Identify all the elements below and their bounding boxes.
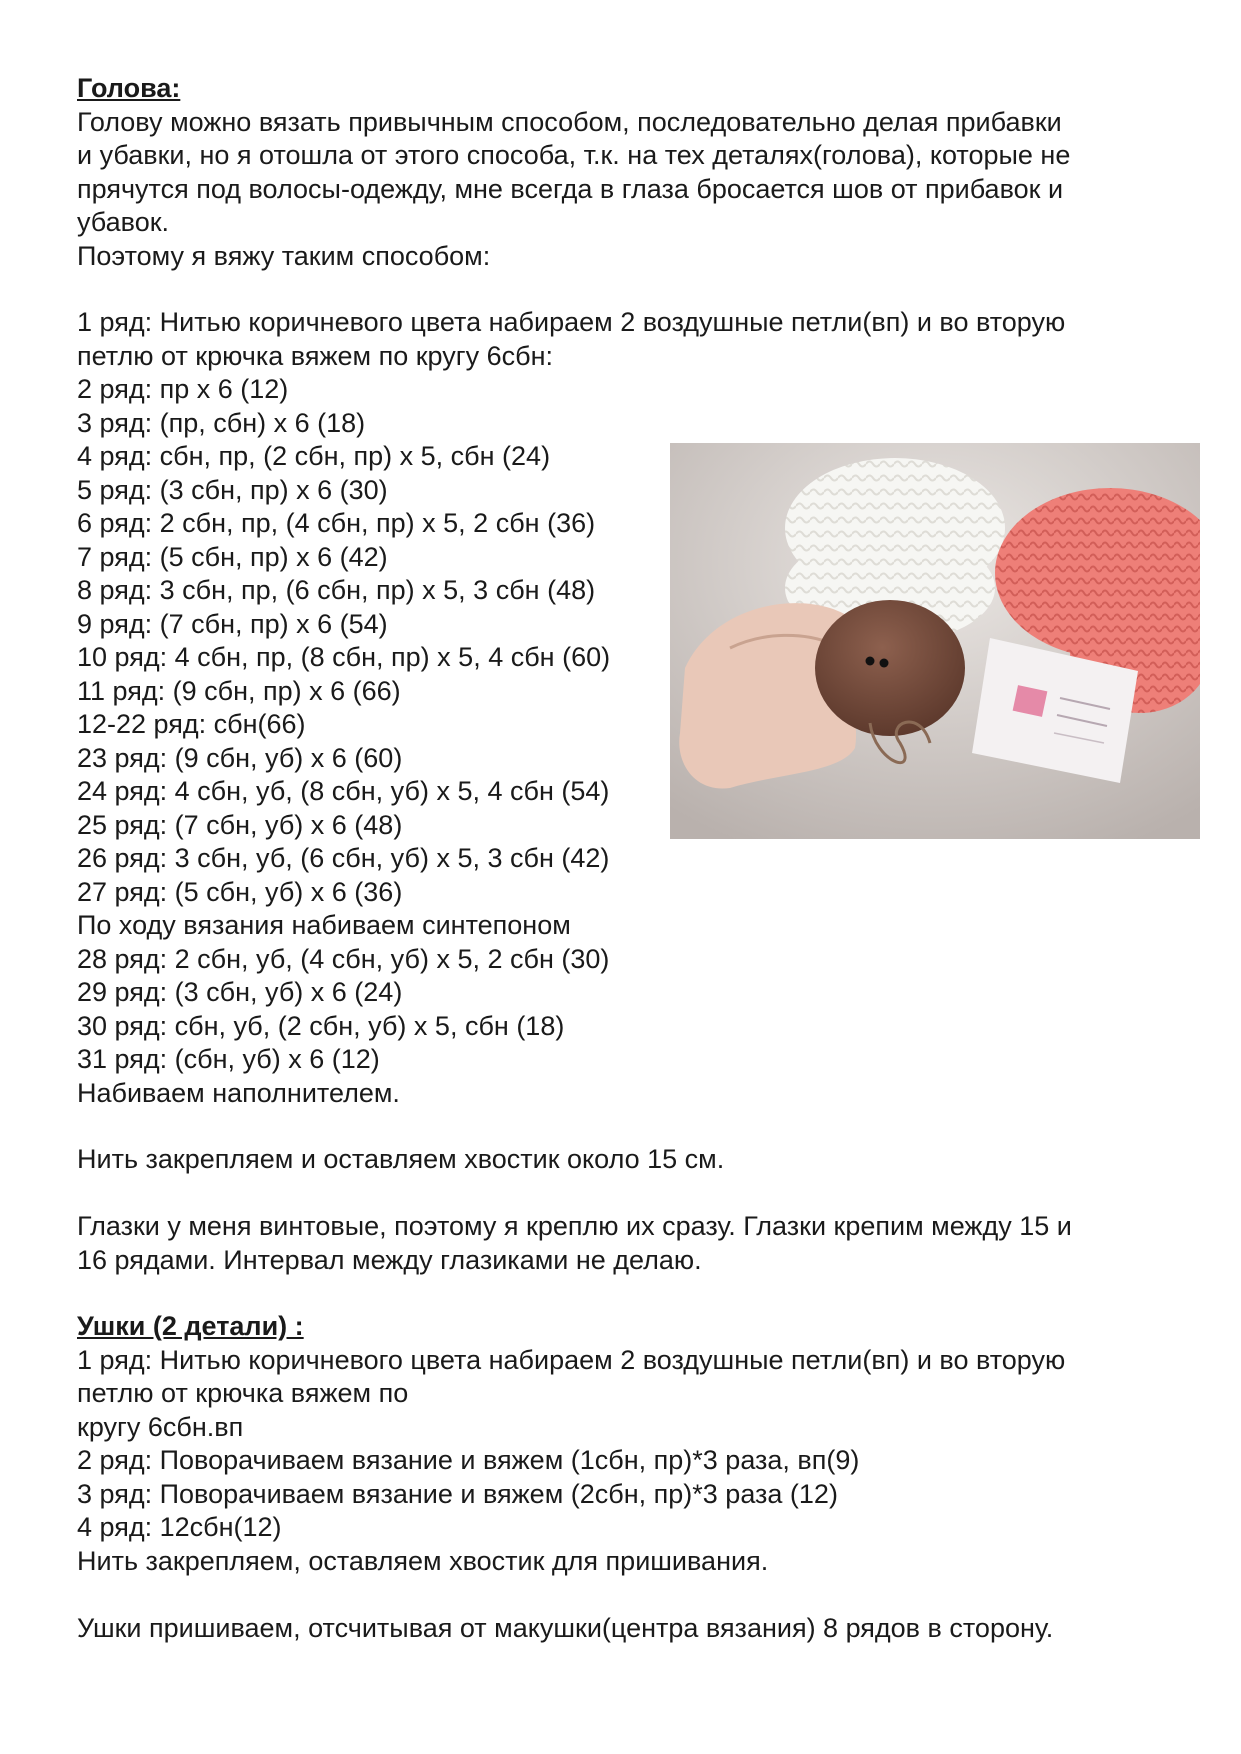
row-instruction: 3 ряд: (пр, сбн) х 6 (18) xyxy=(77,407,366,438)
row-instruction: 9 ряд: (7 сбн, пр) х 6 (54) xyxy=(77,608,388,639)
row-instruction: петлю от крючка вяжем по кругу 6сбн: xyxy=(77,340,553,371)
row-instruction: 3 ряд: Поворачиваем вязание и вяжем (2сбн, пр)*3 раза (12) xyxy=(77,1478,838,1509)
ears-section-title: Ушки (2 детали) : xyxy=(77,1311,304,1341)
row-instruction: 27 ряд: (5 сбн, уб) х 6 (36) xyxy=(77,876,403,907)
attach-note xyxy=(77,1612,1053,1646)
knitted-head xyxy=(815,600,965,736)
row-instruction: 8 ряд: 3 сбн, пр, (6 сбн, пр) х 5, 3 сбн (48) xyxy=(77,575,596,605)
intro-line: прячутся под волосы-одежду, мне всегда в глаза бросается шов от прибавок и xyxy=(77,173,1064,204)
row-instruction: 26 ряд: 3 сбн, уб, (6 сбн, уб) х 5, 3 сбн (42) xyxy=(77,843,610,873)
row-instruction: Набиваем наполнителем. xyxy=(77,1077,400,1108)
row-instruction: 1 ряд: Нитью коричневого цвета набираем 2 воздушные петли(вп) и во вторую xyxy=(77,1344,1066,1375)
row-instruction: 29 ряд: (3 сбн, уб) х 6 (24) xyxy=(77,977,403,1007)
row-instruction: 7 ряд: (5 сбн, пр) х 6 (42) xyxy=(77,541,388,572)
note-eyes-line: 16 рядами. Интервал между глазиками не делаю. xyxy=(77,1244,702,1275)
eyes-note xyxy=(77,1210,1072,1277)
row-instruction: 4 ряд: 12сбн(12) xyxy=(77,1512,282,1542)
row-instruction: 28 ряд: 2 сбн, уб, (4 сбн, уб) х 5, 2 сбн (30) xyxy=(77,943,610,974)
head-section-title: Голова: xyxy=(77,73,181,103)
row-instruction: 24 ряд: 4 сбн, уб, (8 сбн, уб) х 5, 4 сбн (54) xyxy=(77,776,610,806)
row-instruction: 25 ряд: (7 сбн, уб) х 6 (48) xyxy=(77,809,403,840)
row-instruction: петлю от крючка вяжем по xyxy=(77,1378,409,1408)
row-instruction: 30 ряд: сбн, уб, (2 сбн, уб) х 5, сбн (18) xyxy=(77,1010,565,1041)
row-instruction: 5 ряд: (3 сбн, пр) х 6 (30) xyxy=(77,474,388,505)
intro-line: и убавки, но я отошла от этого способа, т.к. на тех деталях(голова), которые не xyxy=(77,140,1071,170)
row-instruction: По ходу вязания набиваем синтепоном xyxy=(77,910,571,940)
row-instruction: 2 ряд: пр х 6 (12) xyxy=(77,374,289,404)
intro-line: Голову можно вязать привычным способом, последовательно делая прибавки xyxy=(77,106,1062,137)
row-instruction: 4 ряд: сбн, пр, (2 сбн, пр) х 5, сбн (24) xyxy=(77,441,551,471)
note-attach: Ушки пришиваем, отсчитывая от макушки(центра вязания) 8 рядов в сторону. xyxy=(77,1613,1054,1643)
knitted-head-photo xyxy=(670,443,1200,839)
intro-line: Поэтому я вяжу таким способом: xyxy=(77,240,491,271)
note-fasten: Нить закрепляем и оставляем хвостик около 15 см. xyxy=(77,1144,725,1174)
head-section xyxy=(77,72,1070,273)
note-eyes-line: Глазки у меня винтовые, поэтому я креплю их сразу. Глазки крепим между 15 и xyxy=(77,1211,1072,1241)
row-instruction: 23 ряд: (9 сбн, уб) х 6 (60) xyxy=(77,742,403,773)
row-instruction: Нить закрепляем, оставляем хвостик для пришивания. xyxy=(77,1545,769,1576)
row-instruction: 1 ряд: Нитью коричневого цвета набираем 2 воздушные петли(вп) и во вторую xyxy=(77,307,1066,337)
row-instruction: 10 ряд: 4 сбн, пр, (8 сбн, пр) х 5, 4 сбн (60) xyxy=(77,642,611,672)
row-instruction: 31 ряд: (сбн, уб) х 6 (12) xyxy=(77,1044,380,1074)
row-instruction: 12-22 ряд: сбн(66) xyxy=(77,709,306,739)
ears-section xyxy=(77,1310,1065,1578)
row-instruction: 11 ряд: (9 сбн, пр) х 6 (66) xyxy=(77,675,401,706)
row-instruction: кругу 6сбн.вп xyxy=(77,1411,244,1442)
fasten-note xyxy=(77,1143,724,1177)
intro-line: убавок. xyxy=(77,207,170,237)
row-instruction: 2 ряд: Поворачиваем вязание и вяжем (1сбн, пр)*3 раза, вп(9) xyxy=(77,1445,860,1475)
row-instruction: 6 ряд: 2 сбн, пр, (4 сбн, пр) х 5, 2 сбн (36) xyxy=(77,508,596,538)
